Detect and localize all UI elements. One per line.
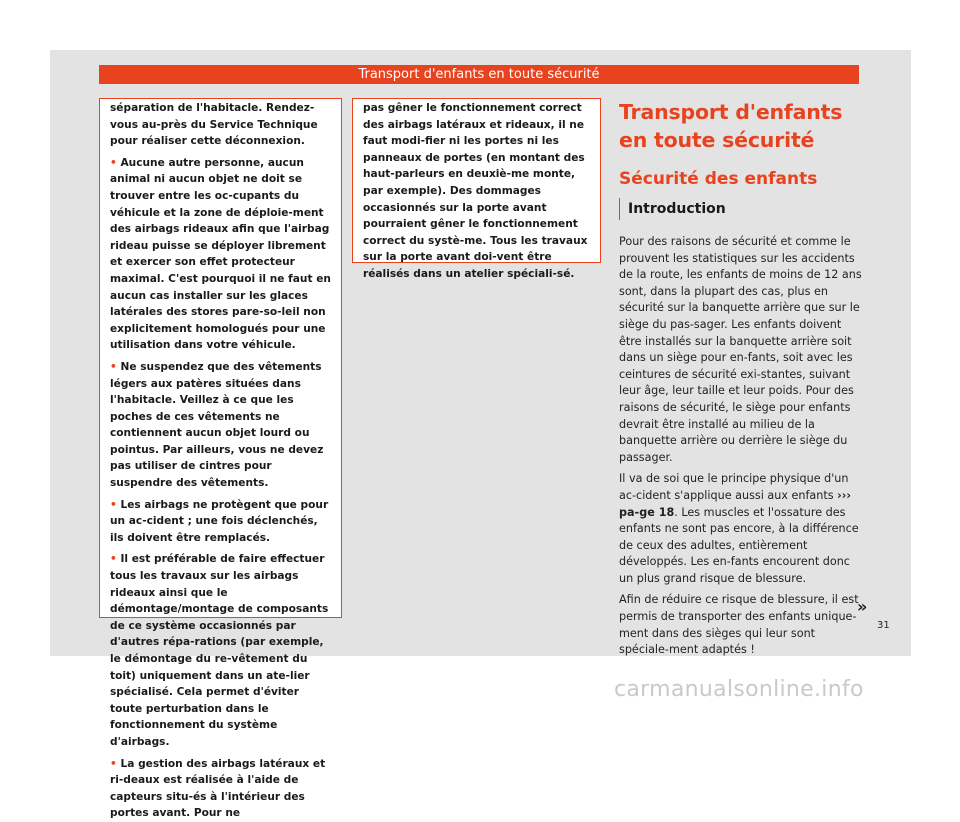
body-text xyxy=(619,234,867,659)
paragraph-text: Il va de soi que le principe physique d'un ac-cident s'applique aussi aux enfants xyxy=(619,472,849,502)
warning-column-2 xyxy=(352,98,601,280)
warning-bullet xyxy=(110,756,333,822)
bullet-text: Ne suspendez que des vêtements légers aux patères situées dans l'habitacle. Veillez à ce que les poches de ces vêtements ne contiennent aucun objet lourd ou pointus. Par ailleurs, vous ne devez pas utiliser de cintres pour suspendre des vêtements. xyxy=(110,360,324,490)
bullet-icon: • xyxy=(110,553,117,566)
bullet-text: Aucune autre personne, aucun animal ni aucun objet ne doit se trouver entre les oc-cupants du véhicule et la zone de déploie-ment des airbags rideaux afin que l'airbag rideau puisse se déployer librement et exercer son effet protecteur maximal. C'est pourquoi il ne faut en aucun cas installer sur les glaces latérales des stores pare-so-leil non explicitement homologués pour une utilisation dans votre véhicule. xyxy=(110,156,331,352)
paragraph xyxy=(619,471,867,587)
bullet-icon: • xyxy=(110,156,117,169)
bullet-text: La gestion des airbags latéraux et ri-deaux est réalisée à l'aide de capteurs situ-és à l'intérieur des portes avant. Pour ne xyxy=(110,757,326,820)
section-title: Sécurité des enfants xyxy=(619,169,818,189)
header-title: Transport d'enfants en toute sécurité xyxy=(358,67,600,82)
bullet-text: Les airbags ne protègent que pour un ac-cident ; une fois déclenchés, ils doivent être remplacés. xyxy=(110,498,329,544)
warning-column-1 xyxy=(99,98,342,820)
warning-bullet xyxy=(110,497,333,547)
bullet-text: Il est préférable de faire effectuer tous les travaux sur les airbags rideaux ainsi que le démontage/montage de composants de ce système occasionnés par d'autres répa-rations (par exemple, le démontage du re-vêtement du toit) uniquement dans un ate-lier spécialisé. Cela permet d'éviter toute perturbation dans le fonctionnement du système d'airbags. xyxy=(110,553,329,748)
chapter-title: Transport d'enfants en toute sécurité xyxy=(619,100,843,152)
page-number: 31 xyxy=(877,620,890,631)
warning-bullet xyxy=(110,551,333,750)
bullet-icon: • xyxy=(110,360,117,373)
bullet-icon: • xyxy=(110,498,117,511)
subsection-heading xyxy=(619,198,867,220)
page-reference-link[interactable]: ››› pa-ge 18 xyxy=(619,488,851,519)
paragraph-text: . Les muscles et l'ossature des enfants ne sont pas encore, à la différence de ceux des adultes, entièrement développés. Les en-fants encourent donc un plus grand risque de blessure. xyxy=(619,505,859,585)
warning-bullet xyxy=(110,155,333,354)
warning-continued-text: pas gêner le fonctionnement correct des airbags latéraux et rideaux, il ne faut modi-fier ni les portes ni les panneaux de portes (en montant des haut-parleurs en deuxiè-me monte, par exemple). Des dommages occasionnés sur la porte avant pourraient gêner le fonctionnement correct du systè-me. Tous les travaux sur la porte avant doi-vent être réalisés dans un atelier spéciali-sé. xyxy=(363,102,588,280)
main-content-column xyxy=(619,98,867,664)
subsection-heading-text: Introduction xyxy=(628,201,726,217)
bullet-icon: • xyxy=(110,757,117,770)
paragraph: Afin de réduire ce risque de blessure, il est permis de transporter des enfants unique-ment dans des sièges qui leur sont spéciale-ment adaptés ! xyxy=(619,593,859,657)
warning-bullet xyxy=(110,359,333,492)
warning-intro: séparation de l'habitacle. Rendez-vous au-près du Service Technique pour réaliser cette déconnexion. xyxy=(110,102,318,148)
next-page-arrow-icon: » xyxy=(857,597,868,616)
watermark-text: carmanualsonline.info xyxy=(614,677,864,702)
page-header xyxy=(99,65,859,84)
paragraph: Pour des raisons de sécurité et comme le prouvent les statistiques sur les accidents de la route, les enfants de moins de 12 ans sont, dans la plupart des cas, plus en sécurité sur la banquette arrière que sur le siège du pas-sager. Les enfants doivent être installés sur la banquette arrière soit dans un siège pour en-fants, soit avec les ceintures de sécurité exi-stantes, suivant leur âge, leur taille et leur poids. Pour des raisons de sécurité, le siège pour enfants devrait être installé au milieu de la banquette arrière ou derrière le siège du passager. xyxy=(619,235,862,464)
